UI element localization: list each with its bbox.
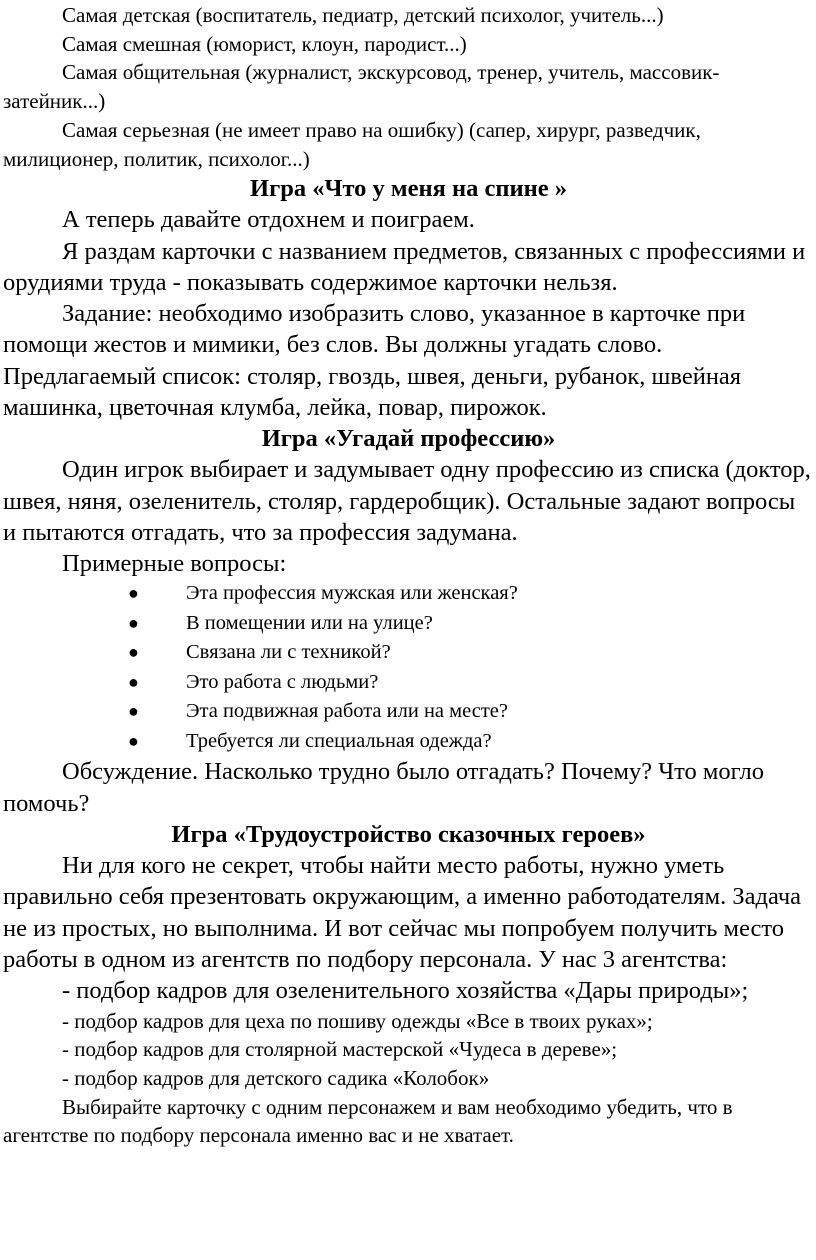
game3-paragraph: Ни для кого не секрет, чтобы найти место работы, нужно уметь правильно себя презентовать окружающим, а именно работодателям. Задача не из простых, но выполнима. И вот сейчас мы попробуем получить место работы в одном из агентств по подбору персонала. У нас 3 агентства: <box>3 852 802 973</box>
bullet-icon: ● <box>128 583 139 604</box>
bullet-icon: ● <box>128 671 139 692</box>
list-item <box>3 697 814 727</box>
question-text: Связана ли с техникой? <box>186 641 391 664</box>
agency-item-2: - подбор кадров для цеха по пошиву одежды «Все в твоих руках»; <box>62 1008 653 1033</box>
game2-paragraph-1: Один игрок выбирает и задумывает одну профессию из списка (доктор, швея, няня, озеленитель, столяр, гардеробщик). Остальные задают вопросы и пытаются отгадать, что за профессия задумана. <box>3 456 811 546</box>
list-item <box>3 727 814 757</box>
list-item <box>3 638 814 668</box>
agency-item-3: - подбор кадров для столярной мастерской «Чудеса в дереве»; <box>62 1037 618 1062</box>
intro-line-sociable: Самая общительная (журналист, экскурсовод, тренер, учитель, массовик-затейник...) <box>3 60 720 114</box>
bullet-icon: ● <box>128 612 139 633</box>
question-text: Эта подвижная работа или на месте? <box>186 700 508 723</box>
game3-title: Игра «Трудоустройство сказочных героев» <box>171 821 646 849</box>
question-text: В помещении или на улице? <box>186 611 433 634</box>
intro-line-childish: Самая детская (воспитатель, педиатр, детский психолог, учитель...) <box>62 3 664 27</box>
agency-item-4: - подбор кадров для детского садика «Колобок» <box>62 1065 490 1090</box>
questions-list <box>3 579 814 756</box>
list-item <box>3 668 814 698</box>
game2-title: Игра «Угадай профессию» <box>261 425 556 453</box>
game1-paragraph-2: Я раздам карточки с названием предметов, связанных с профессиями и орудиями труда - показывать содержимое карточки нельзя. <box>3 237 806 296</box>
game1-title: Игра «Что у меня на спине » <box>250 175 567 203</box>
question-text: Это работа с людьми? <box>186 670 379 693</box>
question-text: Эта профессия мужская или женская? <box>186 582 518 605</box>
list-item <box>3 579 814 609</box>
bullet-icon: ● <box>128 642 139 663</box>
bullet-icon: ● <box>128 701 139 722</box>
bullet-icon: ● <box>128 730 139 751</box>
game3-final: Выбирайте карточку с одним персонажем и вам необходимо убедить, что в агентстве по подбору персонала именно вас и не хватает. <box>3 1094 733 1148</box>
question-text: Требуется ли специальная одежда? <box>186 729 492 752</box>
game1-paragraph-1: А теперь давайте отдохнем и поиграем. <box>62 206 475 234</box>
intro-line-funny: Самая смешная (юморист, клоун, пародист...) <box>62 31 467 56</box>
game2-paragraph-2: Примерные вопросы: <box>62 550 287 578</box>
list-item <box>3 609 814 639</box>
agency-item-1: - подбор кадров для озеленительного хозяйства «Дары природы»; <box>62 977 749 1005</box>
intro-line-serious: Самая серьезная (не имеет право на ошибку) (сапер, хирург, разведчик, милиционер, политик, психолог...) <box>3 117 701 171</box>
game1-paragraph-3: Задание: необходимо изобразить слово, указанное в карточке при помощи жестов и мимики, без слов. Вы должны угадать слово. Предлагаемый список: столяр, гвоздь, швея, деньги, рубанок, швейная машинка, цветочная клумба, лейка, повар, пирожок. <box>3 300 746 421</box>
game2-discussion: Обсуждение. Насколько трудно было отгадать? Почему? Что могло помочь? <box>3 758 764 817</box>
